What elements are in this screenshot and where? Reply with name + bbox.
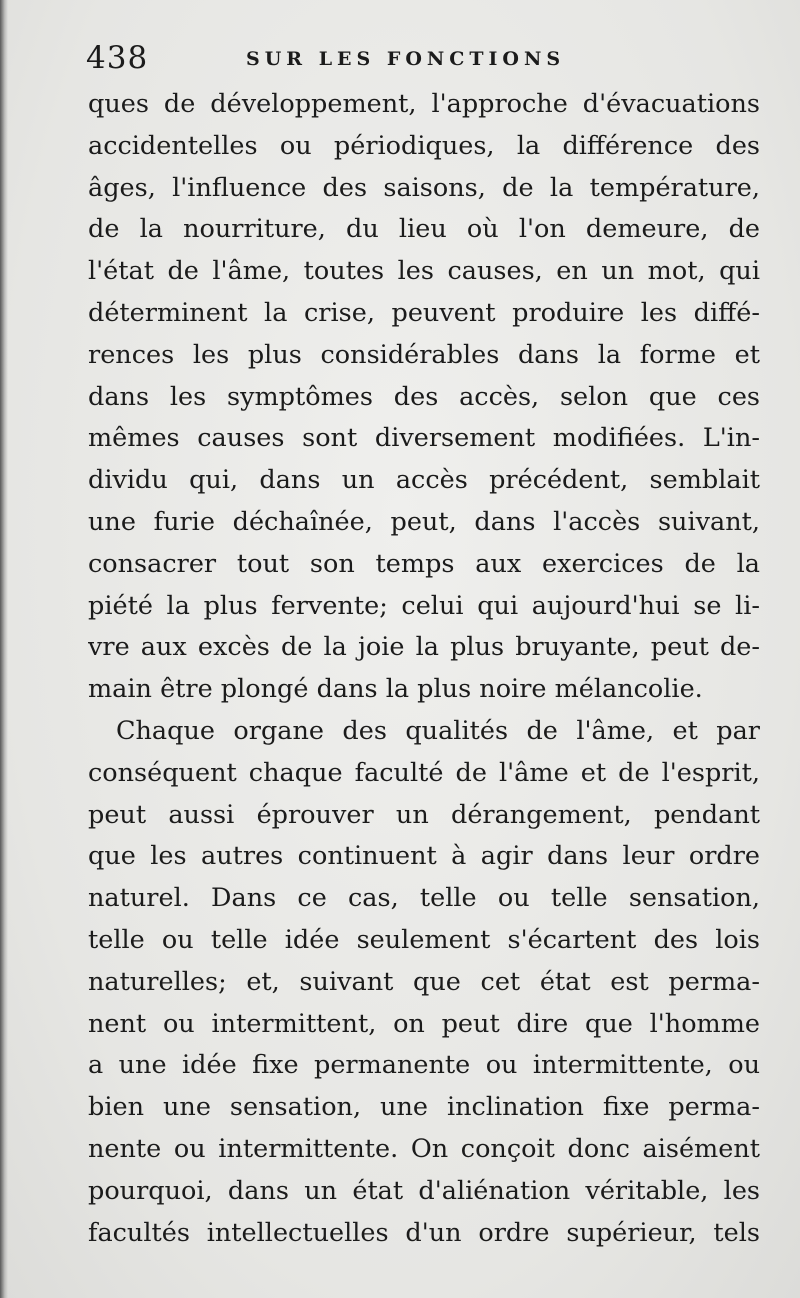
text-line: rences les plus considérables dans la forme et (88, 339, 760, 370)
text-line: telle ou telle idée seulement s'écartent des lois (88, 924, 760, 955)
text-line: âges, l'influence des saisons, de la température, (88, 172, 760, 203)
text-line: nent ou intermittent, on peut dire que l'homme (88, 1008, 760, 1039)
text-line: consacrer tout son temps aux exercices de la (88, 548, 760, 579)
text-line: naturel. Dans ce cas, telle ou telle sensation, (88, 883, 760, 914)
text-line: a une idée fixe permanente ou intermittente, ou (88, 1050, 760, 1081)
text-line: l'état de l'âme, toutes les causes, en un mot, qui (88, 256, 760, 287)
text-line: vre aux excès de la joie la plus bruyante, peut de- (88, 632, 760, 663)
text-line: dividu qui, dans un accès précédent, semblait (88, 465, 760, 496)
page-header (86, 40, 766, 80)
text-line: accidentelles ou périodiques, la différence des (88, 130, 760, 161)
text-line-paragraph-start: Chaque organe des qualités de l'âme, et par (116, 715, 760, 746)
text-line: mêmes causes sont diversement modifiées. L'in- (88, 423, 760, 454)
text-line: dans les symptômes des accès, selon que ces (88, 381, 760, 412)
text-line: de la nourriture, du lieu où l'on demeure, de (88, 214, 760, 245)
text-line: une furie déchaînée, peut, dans l'accès suivant, (88, 506, 760, 537)
page-number: 438 (86, 40, 149, 76)
text-line: ques de développement, l'approche d'évacuations (88, 89, 760, 119)
page-gutter-shadow (0, 0, 8, 1298)
text-line: nente ou intermittente. On conçoit donc aisément (88, 1133, 760, 1164)
text-line: que les autres continuent à agir dans leur ordre (88, 841, 760, 872)
text-line: pourquoi, dans un état d'aliénation véritable, les (88, 1175, 760, 1206)
text-line: bien une sensation, une inclination fixe perma- (88, 1092, 760, 1123)
body-text (88, 84, 760, 1254)
text-line: piété la plus fervente; celui qui aujourd'hui se li- (88, 590, 760, 621)
text-line: facultés intellectuelles d'un ordre supérieur, tels (88, 1217, 760, 1248)
running-head: SUR LES FONCTIONS (246, 48, 566, 70)
text-line: déterminent la crise, peuvent produire les diffé- (88, 297, 760, 328)
text-line: peut aussi éprouver un dérangement, pendant (88, 799, 760, 830)
text-line: conséquent chaque faculté de l'âme et de l'esprit, (88, 757, 760, 788)
text-line: naturelles; et, suivant que cet état est perma- (88, 966, 760, 997)
text-line-paragraph-end: main être plongé dans la plus noire mélancolie. (88, 674, 703, 705)
